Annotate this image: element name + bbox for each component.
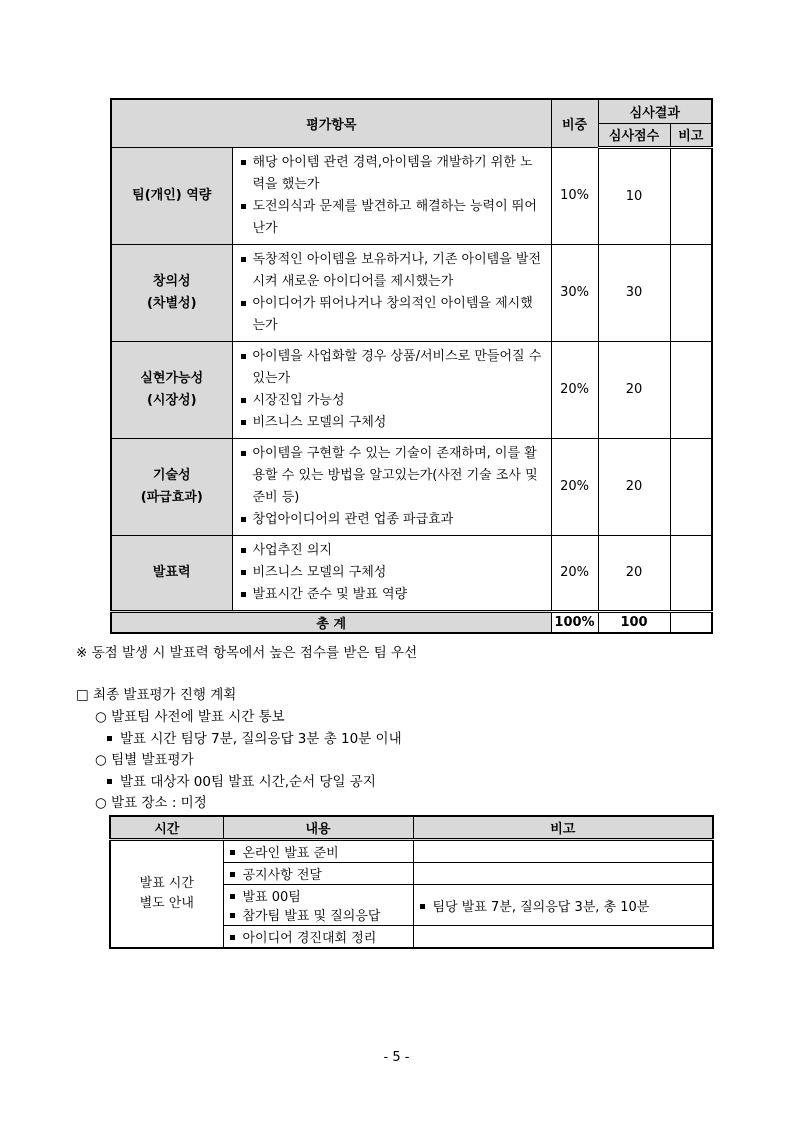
note-cell: 팀당 발표 7분, 질의응답 3분, 총 10분 [413, 885, 713, 926]
category-cell: 기술성 (파급효과) [111, 438, 232, 535]
total-weight: 100% [551, 611, 598, 633]
header-result: 심사결과 [598, 99, 712, 123]
header-note: 비고 [413, 816, 713, 840]
total-row [111, 611, 712, 633]
bullet-icon [230, 913, 235, 918]
list-item: 비즈니스 모델의 구체성 [239, 562, 545, 584]
bullet-icon [107, 779, 112, 784]
note-cell [413, 926, 713, 949]
table-row [111, 147, 712, 244]
header-eval-item: 평가항목 [111, 99, 551, 147]
weight-cell: 20% [551, 535, 598, 611]
plan-item-1: ○ 발표팀 사전에 발표 시간 통보 [95, 709, 285, 725]
header-note: 비고 [670, 123, 712, 147]
table-row [111, 535, 712, 611]
header-content: 내용 [223, 816, 413, 840]
weight-cell: 10% [551, 147, 598, 244]
category-cell: 팀(개인) 역량 [111, 147, 232, 244]
score-cell: 30 [598, 244, 670, 341]
table-row [111, 438, 712, 535]
list-item: 사업추진 의지 [239, 540, 545, 562]
weight-cell: 20% [551, 341, 598, 438]
plan-item-2: ○ 팀별 발표평가 [95, 752, 194, 768]
total-note [670, 611, 712, 633]
weight-cell: 30% [551, 244, 598, 341]
list-item: 해당 아이템 관련 경력,아이템을 개발하기 위한 노력을 했는가 [239, 152, 545, 196]
content-cell: 아이디어 경진대회 정리 [223, 926, 413, 949]
header-weight: 비중 [551, 99, 598, 147]
category-cell: 발표력 [111, 535, 232, 611]
bullet-icon [107, 736, 112, 741]
criteria-cell [232, 535, 551, 611]
schedule-table [109, 815, 714, 949]
evaluation-table [110, 98, 713, 634]
total-label: 총 계 [111, 611, 551, 633]
plan-item-2-detail: 발표 대상자 00팀 발표 시간,순서 당일 공지 [107, 770, 376, 790]
score-cell: 20 [598, 535, 670, 611]
time-cell: 발표 시간 별도 안내 [110, 840, 223, 949]
plan-item-1-detail: 발표 시간 팀당 7분, 질의응답 3분 총 10분 이내 [107, 727, 402, 747]
criteria-cell [232, 244, 551, 341]
criteria-cell [232, 438, 551, 535]
list-item: 독창적인 아이템을 보유하거나, 기존 아이템을 발전시켜 새로운 아이디어를 제시했는가 [239, 249, 545, 293]
note-cell [413, 863, 713, 885]
list-item: 시장진입 가능성 [239, 390, 545, 412]
bullet-icon [230, 872, 235, 877]
criteria-cell [232, 341, 551, 438]
score-cell: 20 [598, 438, 670, 535]
list-item: 비즈니스 모델의 구체성 [239, 412, 545, 434]
header-time: 시간 [110, 816, 223, 840]
bullet-icon [230, 850, 235, 855]
content-cell: 공지사항 전달 [223, 863, 413, 885]
total-score: 100 [598, 611, 670, 633]
weight-cell: 20% [551, 438, 598, 535]
tie-break-note: ※ 동점 발생 시 발표력 항목에서 높은 점수를 받은 팀 우선 [76, 645, 418, 661]
note-cell [670, 438, 712, 535]
content-cell: 온라인 발표 준비 [223, 840, 413, 863]
table-row [110, 840, 713, 863]
table-row [111, 244, 712, 341]
list-item: 아이템을 사업화할 경우 상품/서비스로 만들어질 수 있는가 [239, 346, 545, 390]
list-item: 아이템을 구현할 수 있는 기술이 존재하며, 이를 활용할 수 있는 방법을 알고있는가(사전 기술 조사 및 준비 등) [239, 443, 545, 509]
table-row [111, 341, 712, 438]
list-item: 창업아이디어의 관련 업종 파급효과 [239, 509, 545, 531]
category-cell: 창의성 (차별성) [111, 244, 232, 341]
list-item: 아이디어가 뛰어나거나 창의적인 아이템을 제시했는가 [239, 293, 545, 337]
note-cell [670, 244, 712, 341]
bullet-icon [420, 904, 425, 909]
plan-item-3: ○ 발표 장소 : 미정 [95, 795, 207, 811]
content-cell: 발표 00팀 참가팀 발표 및 질의응답 [223, 885, 413, 926]
list-item: 발표시간 준수 및 발표 역량 [239, 584, 545, 606]
note-cell [670, 147, 712, 244]
plan-title: □ 최종 발표평가 진행 계획 [76, 687, 237, 703]
list-item: 도전의식과 문제를 발견하고 해결하는 능력이 뛰어난가 [239, 196, 545, 240]
note-cell [670, 341, 712, 438]
header-score: 심사점수 [598, 123, 670, 147]
category-cell: 실현가능성 (시장성) [111, 341, 232, 438]
criteria-cell [232, 147, 551, 244]
score-cell: 20 [598, 341, 670, 438]
page-number: - 5 - [383, 1050, 410, 1065]
note-cell [670, 535, 712, 611]
score-cell: 10 [598, 147, 670, 244]
bullet-icon [230, 894, 235, 899]
note-cell [413, 840, 713, 863]
bullet-icon [230, 935, 235, 940]
